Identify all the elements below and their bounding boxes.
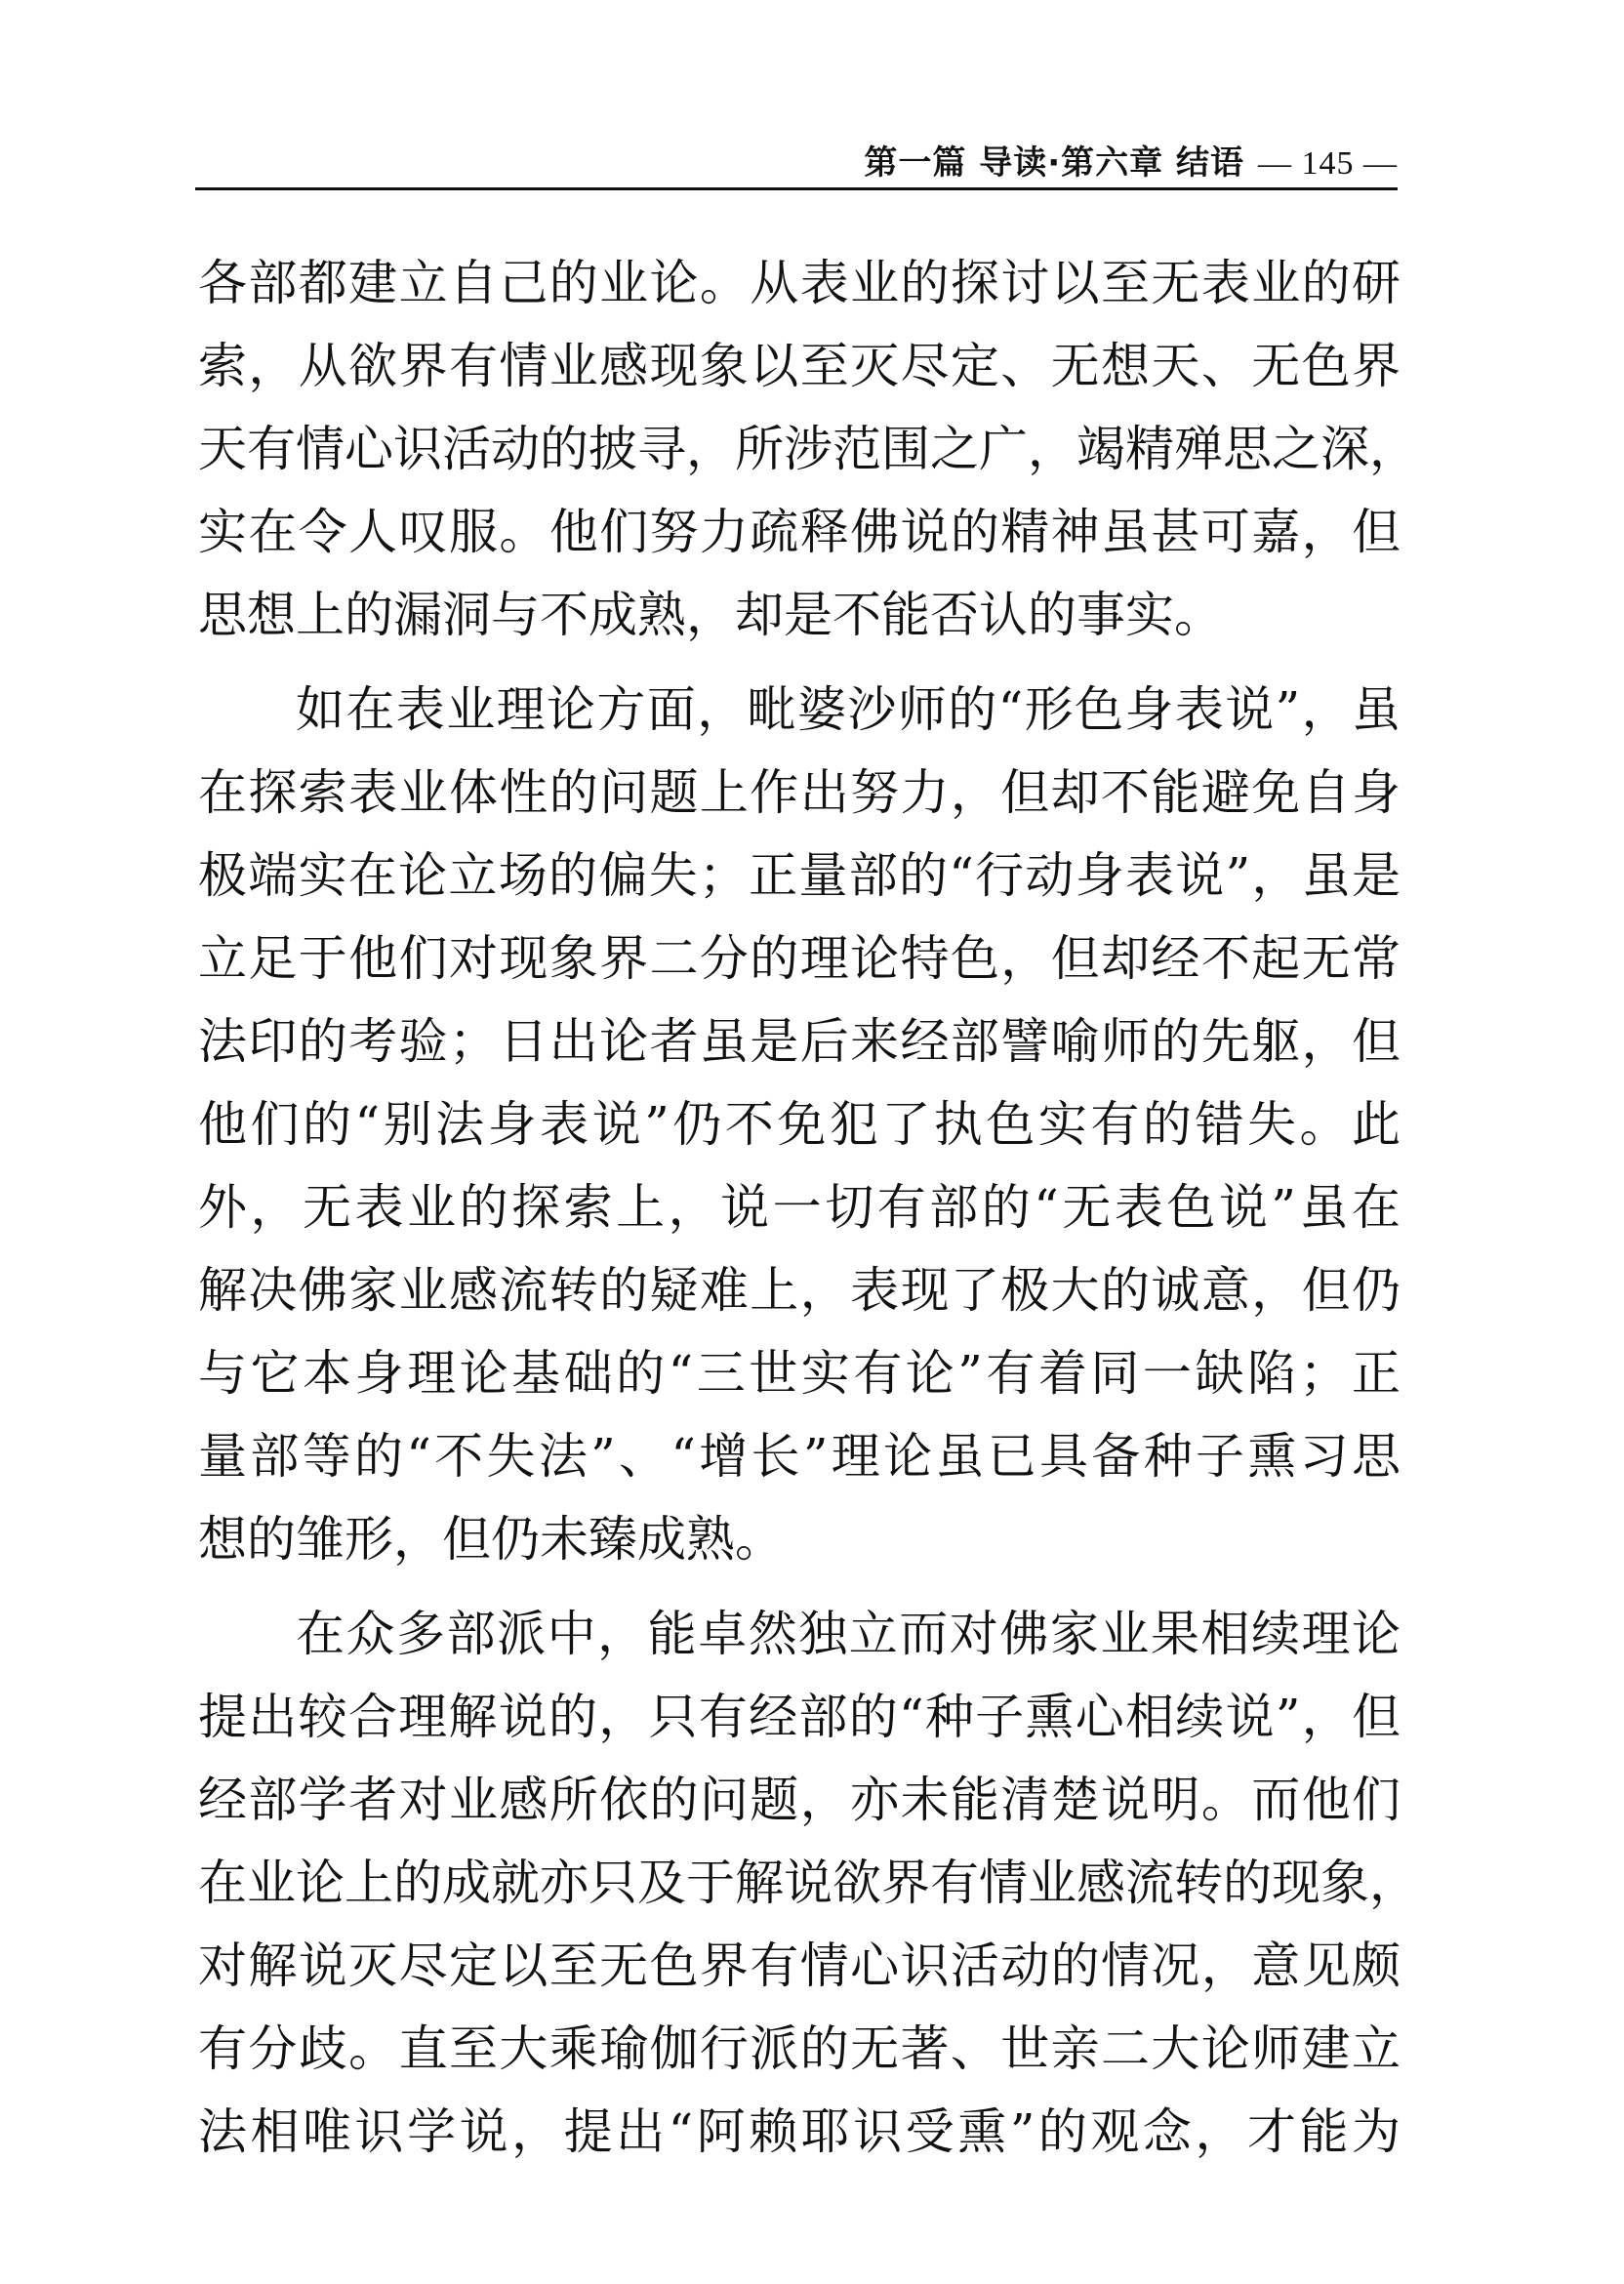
paragraph-2 [198,669,1401,1581]
text-line: 想的雏形，但仍未臻成熟。 [198,1511,784,1568]
body-text [198,242,1418,2174]
text-line: 他们的“别法身表说”仍不免犯了执色实有的错失。此 [198,1096,1401,1153]
text-line: 在业论上的成就亦只及于解说欲界有情业感流转的现象， [198,1855,1418,1911]
text-line: 法印的考验；日出论者虽是后来经部譬喻师的先躯，但 [198,1013,1401,1070]
paragraph-1 [198,242,1418,657]
text-line: 天有情心识活动的披寻，所涉范围之广，竭精殚思之深， [198,421,1418,477]
text-line: 量部等的“不失法”、“增长”理论虽已具备种子熏习思 [198,1428,1401,1485]
text-line: 有分歧。直至大乘瑜伽行派的无著、世亲二大论师建立 [198,2020,1401,2077]
text-line: 外，无表业的探索上，说一切有部的“无表色说”虽在 [198,1179,1401,1236]
page-number: — 145 — [1258,145,1398,182]
paragraph-gap [198,1581,1401,1593]
text-line: 对解说灭尽定以至无色界有情心识活动的情况，意见颇 [198,1937,1401,1994]
text-line: 各部都建立自己的业论。从表业的探讨以至无表业的研 [198,255,1401,311]
text-line: 立足于他们对现象界二分的理论特色，但却经不起无常 [198,930,1401,987]
text-line: 提出较合理解说的，只有经部的“种子熏心相续说”，但 [198,1689,1401,1745]
text-line: 极端实在论立场的偏失；正量部的“行动身表说”，虽是 [198,847,1401,904]
text-line: 解决佛家业感流转的疑难上，表现了极大的诚意，但仍 [198,1262,1401,1319]
running-title: 第一篇 导读·第六章 结语 [864,143,1244,183]
text-line: 如在表业理论方面，毗婆沙师的“形色身表说”，虽 [296,681,1401,738]
text-line: 索，从欲界有情业感现象以至灭尽定、无想天、无色界 [198,338,1401,394]
paragraph-gap [198,657,1401,669]
text-line: 在探索表业体性的问题上作出努力，但却不能避免自身 [198,764,1401,821]
text-line: 实在令人叹服。他们努力疏释佛说的精神虽甚可嘉，但 [198,504,1401,560]
text-line: 思想上的漏洞与不成熟，却是不能否认的事实。 [198,587,1223,643]
header-rule [195,187,1398,190]
paragraph-3 [198,1593,1418,2174]
text-line: 法相唯识学说，提出“阿赖耶识受熏”的观念，才能为 [198,2103,1401,2160]
text-line: 经部学者对业感所依的问题，亦未能清楚说明。而他们 [198,1772,1401,1828]
text-line: 在众多部派中，能卓然独立而对佛家业果相续理论 [296,1606,1401,1662]
text-line: 与它本身理论基础的“三世实有论”有着同一缺陷；正 [198,1345,1401,1402]
running-header [195,135,1398,191]
